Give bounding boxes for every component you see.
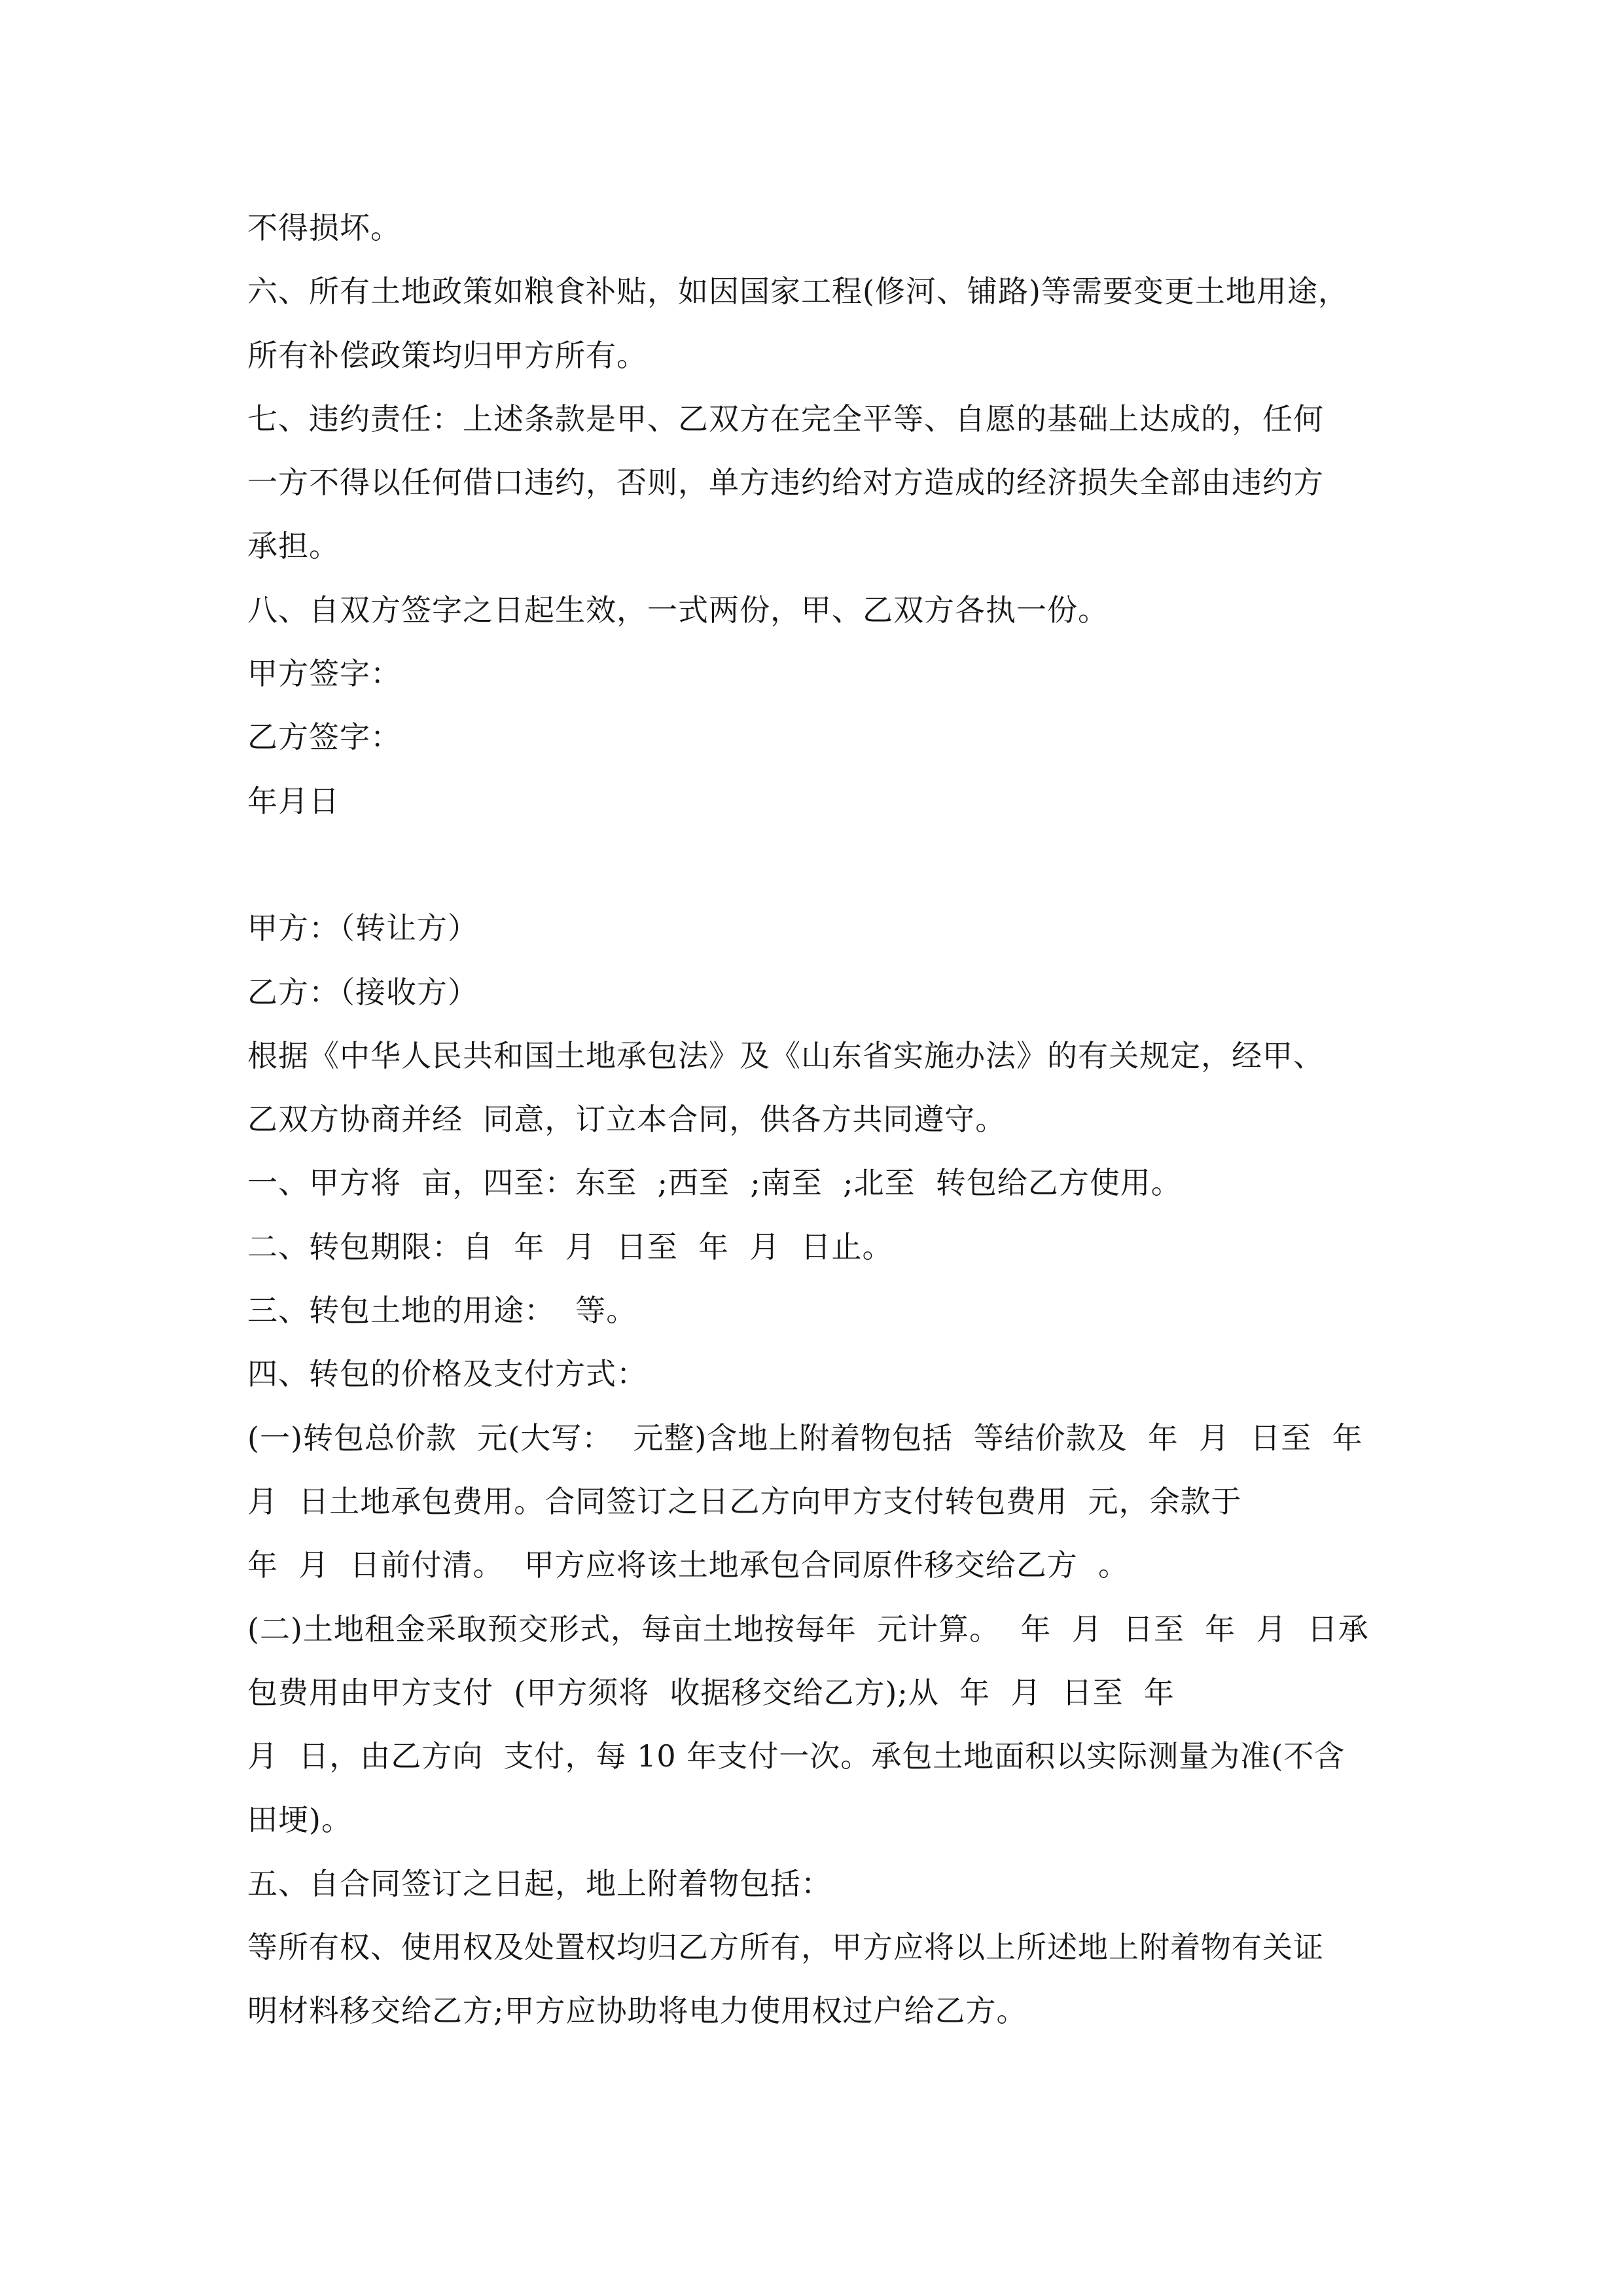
clause-seven-line: 承担。 (247, 528, 340, 564)
clause-five-line: 五、自合同签订之日起，地上附着物包括： (247, 1865, 832, 1901)
clause-four-heading: 四、转包的价格及支付方式： (247, 1356, 647, 1392)
contract-section-transfer (247, 897, 1399, 2043)
party-a-signature-label: 甲方签字： (247, 656, 401, 692)
party-b-signature-label: 乙方签字： (247, 719, 401, 755)
party-b-label: 乙方：（接收方） (247, 974, 478, 1010)
preamble-line: 乙双方协商并经 同意，订立本合同，供各方共同遵守。 (247, 1102, 1007, 1138)
preamble-line: 根据《中华人民共和国土地承包法》及《山东省实施办法》的有关规定，经甲、 (247, 1037, 1324, 1073)
clause-two-line: 二、转包期限：自 年 月 日至 年 月 日止。 (247, 1229, 893, 1265)
date-line: 年月日 (247, 783, 340, 819)
clause-five-line: 等所有权、使用权及处置权均归乙方所有，甲方应将以上所述地上附着物有关证 (247, 1929, 1324, 1965)
clause-one-line: 一、甲方将 亩，四至：东至 ;西至 ;南至 ;北至 转包给乙方使用。 (247, 1165, 1182, 1201)
clause-four-sub-one-line: 月 日土地承包费用。合同签订之日乙方向甲方支付转包费用 元，余款于 (247, 1483, 1242, 1519)
clause-four-sub-two-line: (二)土地租金采取预交形式，每亩土地按每年 元计算。 年 月 日至 年 月 日承 (247, 1611, 1369, 1647)
document-body (247, 196, 1399, 2043)
text-line: 不得损坏。 (247, 210, 401, 245)
clause-four-sub-two-line: 包费用由甲方支付 (甲方须将 收据移交给乙方);从 年 月 日至 年 (247, 1674, 1175, 1710)
section-gap (247, 833, 1399, 897)
clause-seven-line: 七、违约责任：上述条款是甲、乙双方在完全平等、自愿的基础上达成的，任何 (247, 401, 1324, 437)
contract-section-closing (247, 196, 1399, 833)
clause-four-sub-two-line: 月 日，由乙方向 支付，每 10 年支付一次。承包土地面积以实际测量为准(不含 (247, 1738, 1346, 1774)
clause-six-line: 六、所有土地政策如粮食补贴，如因国家工程(修河、铺路)等需要变更土地用途， (247, 274, 1349, 310)
clause-three-line: 三、转包土地的用途： 等。 (247, 1293, 637, 1329)
clause-six-line: 所有补偿政策均归甲方所有。 (247, 337, 647, 373)
clause-four-sub-two-line: 田埂)。 (247, 1802, 352, 1838)
clause-five-line: 明材料移交给乙方;甲方应协助将电力使用权过户给乙方。 (247, 1993, 1027, 2029)
clause-seven-line: 一方不得以任何借口违约，否则，单方违约给对方造成的经济损失全部由违约方 (247, 465, 1324, 501)
clause-eight-line: 八、自双方签字之日起生效，一式两份，甲、乙双方各执一份。 (247, 592, 1109, 628)
party-a-label: 甲方：（转让方） (247, 910, 478, 946)
clause-four-sub-one-line: 年 月 日前付清。 甲方应将该土地承包合同原件移交给乙方 。 (247, 1547, 1129, 1583)
clause-four-sub-one-line: (一)转包总价款 元(大写： 元整)含地上附着物包括 等结价款及 年 月 日至 年 (247, 1420, 1363, 1456)
